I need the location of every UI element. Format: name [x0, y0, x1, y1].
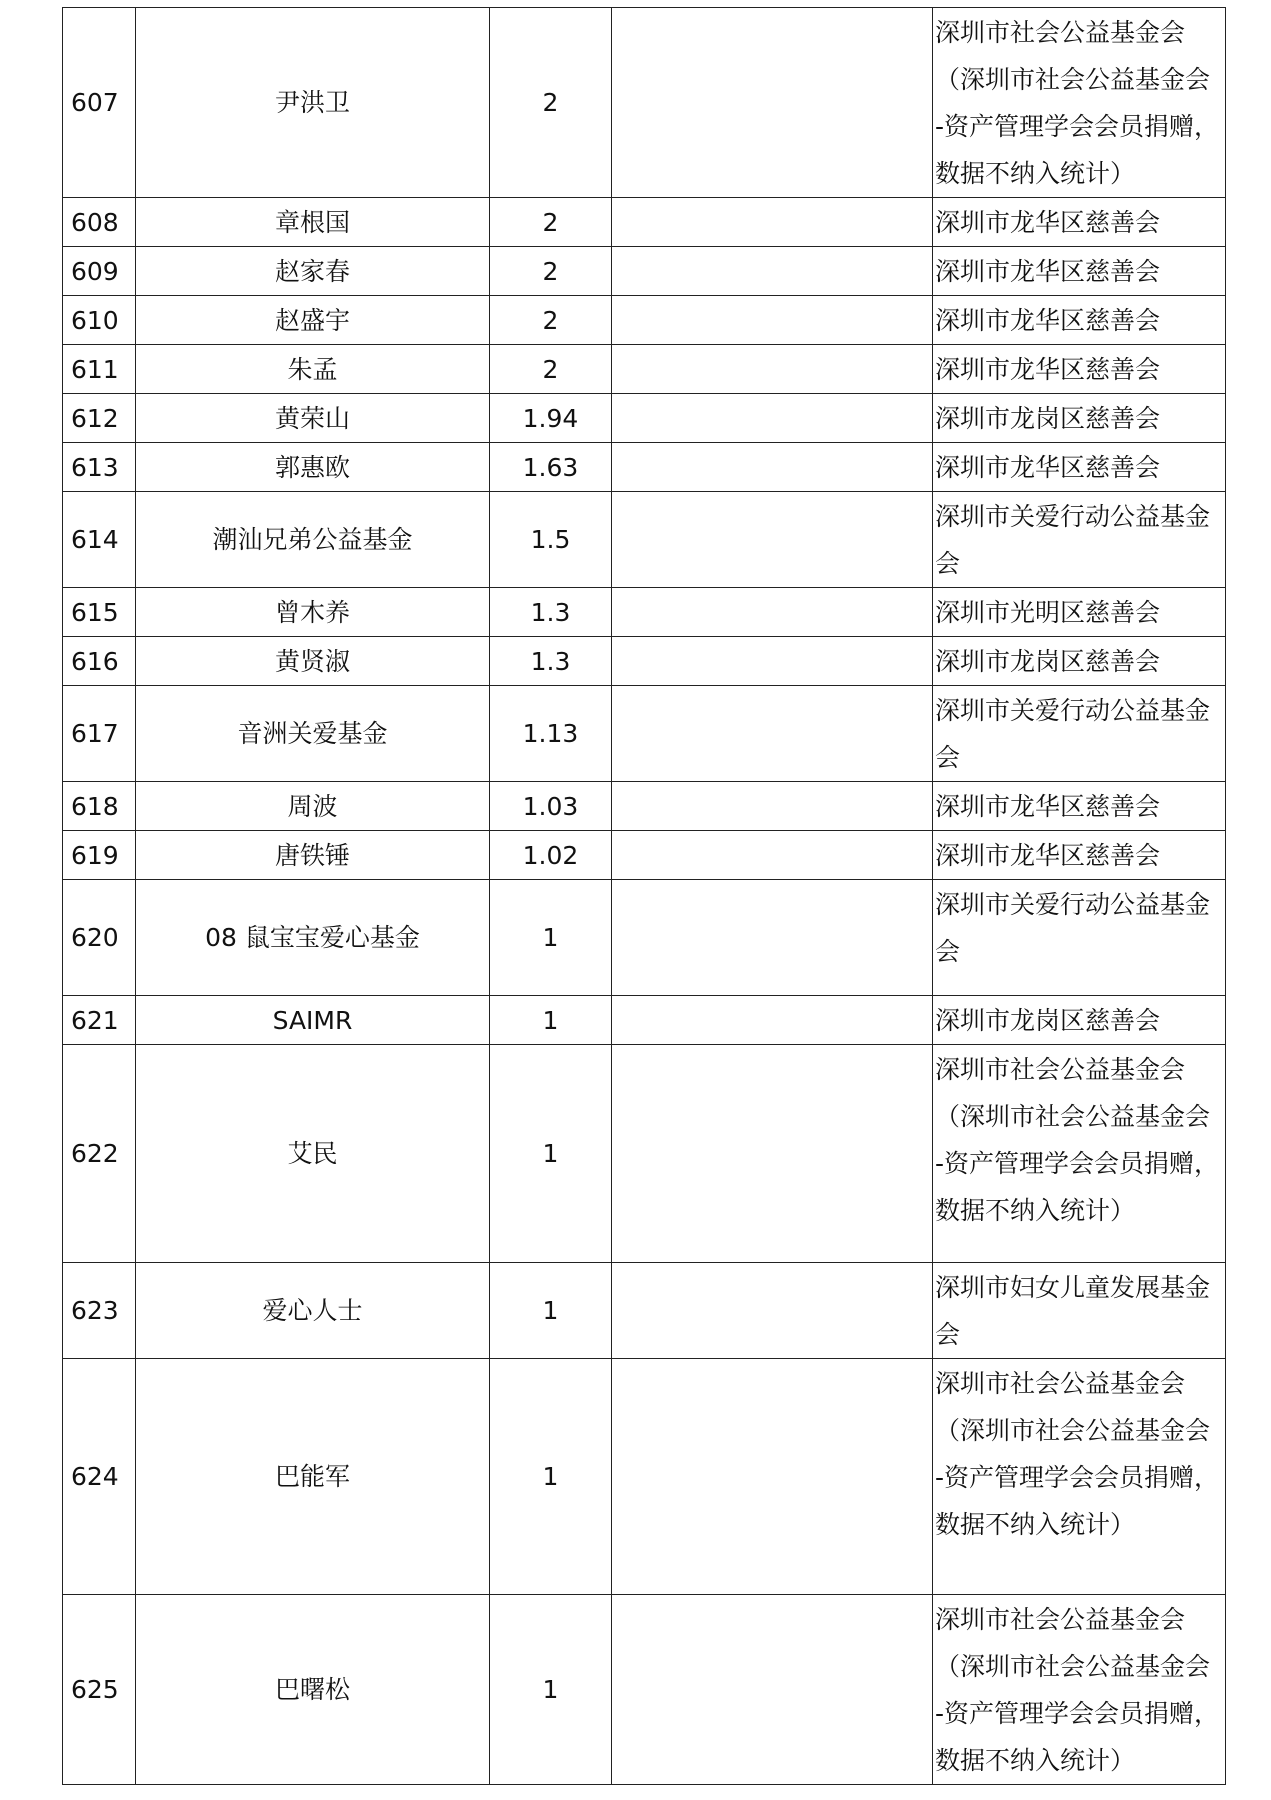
- table-row: [63, 782, 1226, 831]
- empty-cell: [612, 492, 933, 588]
- table-row: [63, 443, 1226, 492]
- donation-amount: 2: [490, 198, 612, 247]
- donation-amount: 2: [490, 247, 612, 296]
- table-row: [63, 1595, 1226, 1785]
- table-row: [63, 247, 1226, 296]
- row-number: 610: [63, 296, 136, 345]
- table-row: [63, 637, 1226, 686]
- donor-name: 尹洪卫: [136, 8, 490, 198]
- recipient-organization: 深圳市龙岗区慈善会: [933, 996, 1226, 1045]
- table-body: [63, 8, 1226, 1785]
- empty-cell: [612, 686, 933, 782]
- empty-cell: [612, 637, 933, 686]
- table-row: [63, 588, 1226, 637]
- table-row: [63, 296, 1226, 345]
- empty-cell: [612, 296, 933, 345]
- donation-amount: 1.3: [490, 637, 612, 686]
- row-number: 615: [63, 588, 136, 637]
- row-number: 620: [63, 880, 136, 996]
- donor-name: 巴能军: [136, 1359, 490, 1595]
- donor-name: 唐铁锤: [136, 831, 490, 880]
- empty-cell: [612, 782, 933, 831]
- row-number: 608: [63, 198, 136, 247]
- recipient-organization: 深圳市社会公益基金会 （深圳市社会公益基金会 -资产管理学会会员捐赠， 数据不纳入统计）: [933, 1359, 1226, 1595]
- donor-name: 艾民: [136, 1045, 490, 1263]
- recipient-organization: 深圳市社会公益基金会 （深圳市社会公益基金会 -资产管理学会会员捐赠， 数据不纳入统计）: [933, 1595, 1226, 1785]
- donation-amount: 1: [490, 1263, 612, 1359]
- recipient-organization: 深圳市龙华区慈善会: [933, 443, 1226, 492]
- donation-table: [62, 7, 1226, 1785]
- donor-name: 音洲关爱基金: [136, 686, 490, 782]
- donation-amount: 1.02: [490, 831, 612, 880]
- row-number: 619: [63, 831, 136, 880]
- donation-amount: 1: [490, 1045, 612, 1263]
- recipient-organization: 深圳市龙华区慈善会: [933, 198, 1226, 247]
- row-number: 611: [63, 345, 136, 394]
- donation-amount: 1.5: [490, 492, 612, 588]
- donation-amount: 2: [490, 345, 612, 394]
- empty-cell: [612, 831, 933, 880]
- donor-name: SAIMR: [136, 996, 490, 1045]
- row-number: 617: [63, 686, 136, 782]
- donor-name: 巴曙松: [136, 1595, 490, 1785]
- recipient-organization: 深圳市光明区慈善会: [933, 588, 1226, 637]
- recipient-organization: 深圳市关爱行动公益基金 会: [933, 492, 1226, 588]
- donation-amount: 1.63: [490, 443, 612, 492]
- row-number: 622: [63, 1045, 136, 1263]
- recipient-organization: 深圳市妇女儿童发展基金 会: [933, 1263, 1226, 1359]
- table-row: [63, 996, 1226, 1045]
- donation-amount: 1.94: [490, 394, 612, 443]
- recipient-organization: 深圳市龙华区慈善会: [933, 247, 1226, 296]
- empty-cell: [612, 996, 933, 1045]
- donation-amount: 1.13: [490, 686, 612, 782]
- donation-amount: 2: [490, 296, 612, 345]
- donation-amount: 1: [490, 996, 612, 1045]
- table-row: [63, 8, 1226, 198]
- row-number: 616: [63, 637, 136, 686]
- donation-amount: 1: [490, 880, 612, 996]
- empty-cell: [612, 345, 933, 394]
- table-row: [63, 198, 1226, 247]
- recipient-organization: 深圳市关爱行动公益基金 会: [933, 880, 1226, 996]
- table-row: [63, 686, 1226, 782]
- recipient-organization: 深圳市龙华区慈善会: [933, 345, 1226, 394]
- donor-name: 潮汕兄弟公益基金: [136, 492, 490, 588]
- empty-cell: [612, 1595, 933, 1785]
- empty-cell: [612, 588, 933, 637]
- donor-name: 章根国: [136, 198, 490, 247]
- donation-amount: 1: [490, 1359, 612, 1595]
- table-row: [63, 1263, 1226, 1359]
- donor-name: 黄荣山: [136, 394, 490, 443]
- recipient-organization: 深圳市龙华区慈善会: [933, 831, 1226, 880]
- table-row: [63, 394, 1226, 443]
- donation-amount: 1.3: [490, 588, 612, 637]
- table-row: [63, 831, 1226, 880]
- row-number: 623: [63, 1263, 136, 1359]
- empty-cell: [612, 198, 933, 247]
- table-row: [63, 880, 1226, 996]
- recipient-organization: 深圳市社会公益基金会 （深圳市社会公益基金会 -资产管理学会会员捐赠， 数据不纳入统计）: [933, 8, 1226, 198]
- table-row: [63, 1045, 1226, 1263]
- recipient-organization: 深圳市龙华区慈善会: [933, 782, 1226, 831]
- donor-name: 爱心人士: [136, 1263, 490, 1359]
- donor-name: 赵盛宇: [136, 296, 490, 345]
- empty-cell: [612, 443, 933, 492]
- table-row: [63, 492, 1226, 588]
- table-row: [63, 1359, 1226, 1595]
- donor-name: 周波: [136, 782, 490, 831]
- donor-name: 黄贤淑: [136, 637, 490, 686]
- recipient-organization: 深圳市龙岗区慈善会: [933, 637, 1226, 686]
- empty-cell: [612, 1045, 933, 1263]
- donor-name: 朱孟: [136, 345, 490, 394]
- recipient-organization: 深圳市龙华区慈善会: [933, 296, 1226, 345]
- donation-amount: 1: [490, 1595, 612, 1785]
- row-number: 625: [63, 1595, 136, 1785]
- donor-name: 曾木养: [136, 588, 490, 637]
- empty-cell: [612, 247, 933, 296]
- row-number: 618: [63, 782, 136, 831]
- row-number: 624: [63, 1359, 136, 1595]
- recipient-organization: 深圳市龙岗区慈善会: [933, 394, 1226, 443]
- recipient-organization: 深圳市社会公益基金会 （深圳市社会公益基金会 -资产管理学会会员捐赠， 数据不纳入统计）: [933, 1045, 1226, 1263]
- donation-amount: 2: [490, 8, 612, 198]
- donor-name: 赵家春: [136, 247, 490, 296]
- table-row: [63, 345, 1226, 394]
- empty-cell: [612, 8, 933, 198]
- empty-cell: [612, 394, 933, 443]
- row-number: 612: [63, 394, 136, 443]
- row-number: 609: [63, 247, 136, 296]
- empty-cell: [612, 880, 933, 996]
- donor-name: 郭惠欧: [136, 443, 490, 492]
- row-number: 607: [63, 8, 136, 198]
- empty-cell: [612, 1359, 933, 1595]
- donor-name: 08 鼠宝宝爱心基金: [136, 880, 490, 996]
- donation-amount: 1.03: [490, 782, 612, 831]
- empty-cell: [612, 1263, 933, 1359]
- row-number: 614: [63, 492, 136, 588]
- row-number: 613: [63, 443, 136, 492]
- row-number: 621: [63, 996, 136, 1045]
- recipient-organization: 深圳市关爱行动公益基金 会: [933, 686, 1226, 782]
